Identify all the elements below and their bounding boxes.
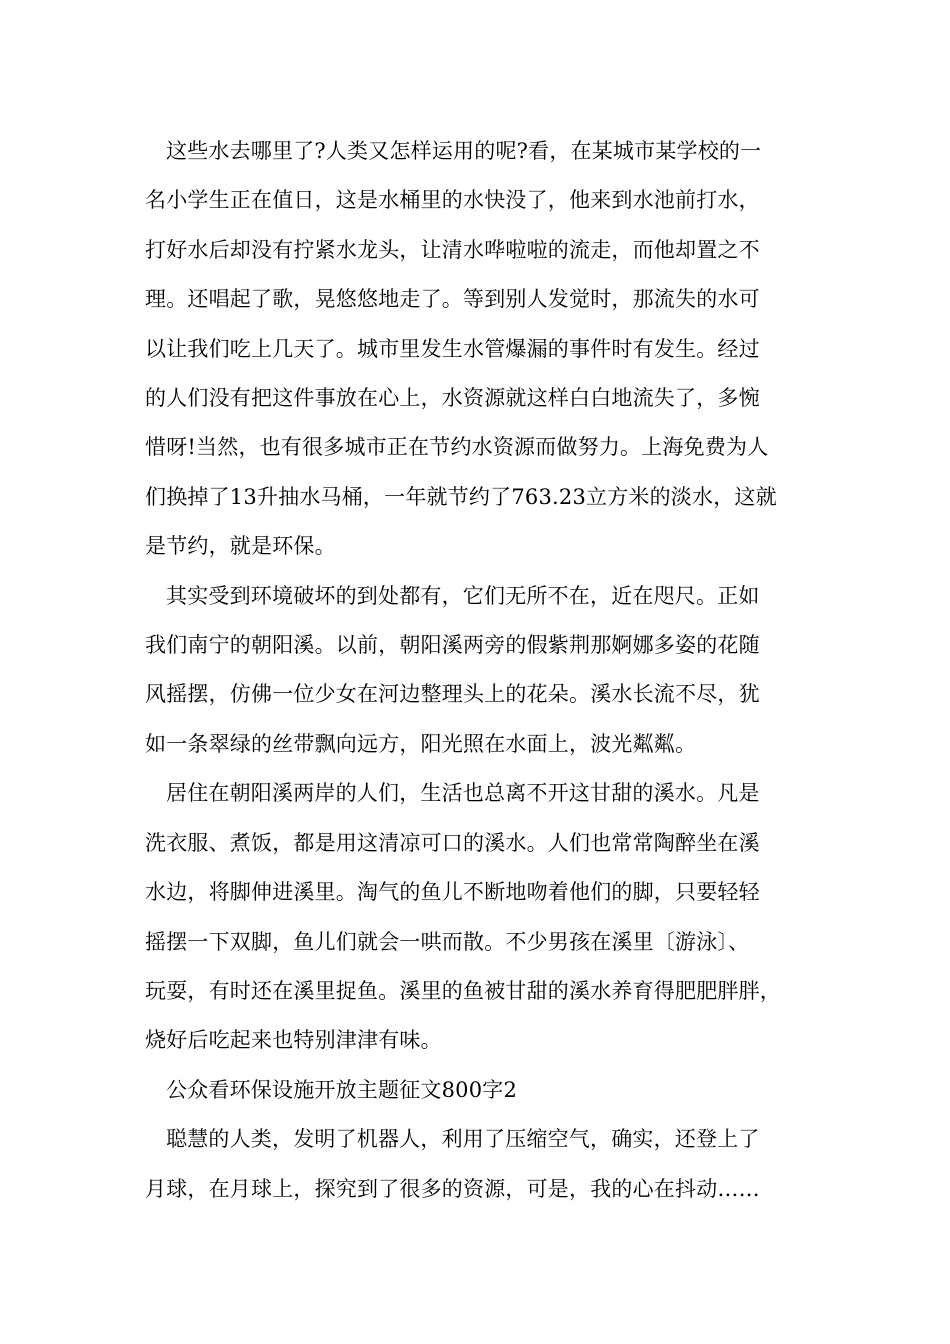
paragraph-water-waste: 这些水去哪里了?人类又怎样运用的呢?看，在某城市某学校的一 名小学生正在值日，这是水桶里的水快没了，他来到水池前打水， 打好水后却没有拧紧水龙头，让清水哗啦啦的流走，而他却置之不 理。还唱起了歌，晃悠悠地走了。等到别人发觉时，那流失的水可 以让我们吃上几天了。城市里发生水管爆漏的事件时有发生。经过 的人们没有把这件事放在心上，水资源就这样白白地流失了，多惋 惜呀!当然，也有很多城市正在节约水资源而做努力。上海免费为人 们换掉了13升抽水马桶，一年就节约了763.23立方米的淡水，这就 是节约，就是环保。 (145, 139, 777, 559)
essay-heading: 公众看环保设施开放主题征文800字2 (166, 1077, 518, 1102)
paragraph-clever-humans: 聪慧的人类，发明了机器人，利用了压缩空气，确实，还登上了 月球，在月球上，探究到了很多的资源，可是，我的心在抖动…… (145, 1127, 760, 1201)
paragraph-creek-residents: 居住在朝阳溪两岸的人们，生活也总离不开这甘甜的溪水。凡是 洗衣服、煮饭，都是用这清凉可口的溪水。人们也常常陶醉坐在溪 水边，将脚伸进溪里。淘气的鱼儿不断地吻着他们的脚，只要轻轻 摇摆一下双脚，鱼儿们就会一哄而散。不少男孩在溪里〔游泳〕、 玩耍，有时还在溪里捉鱼。溪里的鱼被甘甜的溪水养育得肥肥胖胖， 烧好后吃起来也特别津津有味。 (145, 781, 781, 1053)
document-body (145, 127, 825, 1214)
paragraph-chaoyang-creek: 其实受到环境破坏的到处都有，它们无所不在，近在咫尺。正如 我们南宁的朝阳溪。以前，朝阳溪两旁的假紫荆那婀娜多姿的花随 风摇摆，仿佛一位少女在河边整理头上的花朵。溪水长流不尽，犹 如一条翠绿的丝带飘向远方，阳光照在水面上，波光粼粼。 (145, 583, 760, 756)
